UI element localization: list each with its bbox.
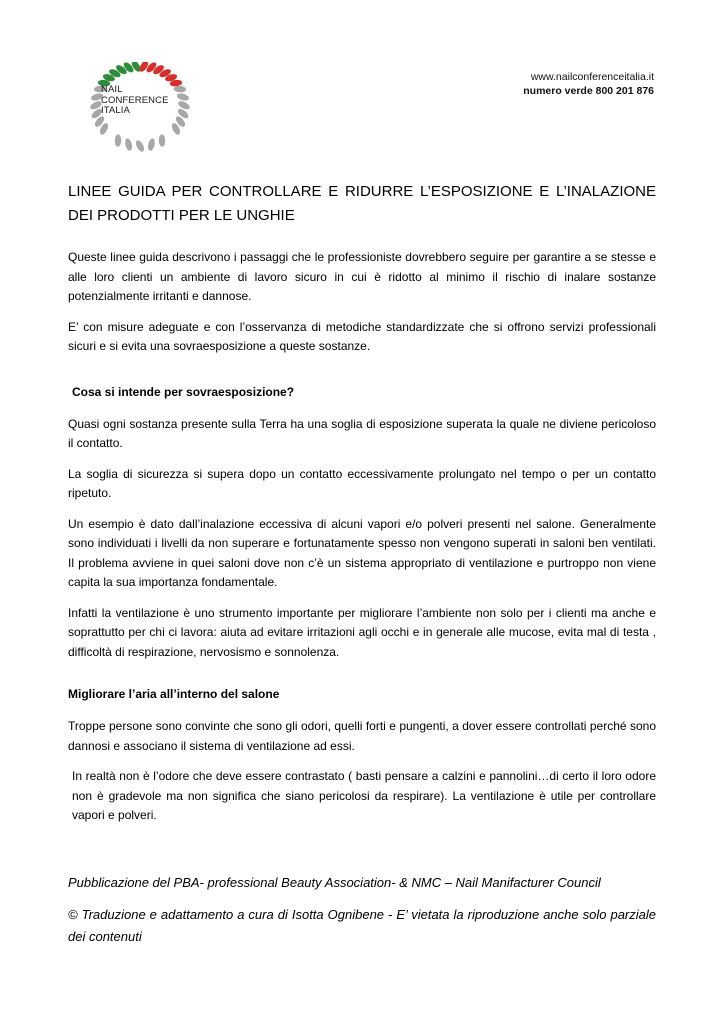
intro-paragraph: Queste linee guida descrivono i passaggi che le professioniste dovrebbero seguire per garantire a se stesse e alle loro clienti un ambiente di lavoro sicuro in cui è ridotto al minimo il rischio di inalare sostanze potenzialmente irritanti e dannose. xyxy=(68,250,656,303)
header-contact xyxy=(523,70,654,98)
intro-paragraph: E’ con misure adeguate e con l’osservanza di metodiche standardizzate che si offrono servizi professionali sicuri e si evita una sovraesposizione a queste sostanze. xyxy=(68,319,656,353)
website-link[interactable]: www.nailconferenceitalia.it xyxy=(530,71,654,83)
section2-paragraph: In realtà non è l’odore che deve essere contrastato ( basti pensare a calzini e pannolini…di certo il loro odore non è gradevole ma non significa che siano pericolosi da respirare). La ventilazione è utile per controllare vapori e polveri. xyxy=(72,769,656,822)
section1-paragraph: La soglia di sicurezza si supera dopo un contatto eccessivamente prolungato nel tempo o per un contatto ripetuto. xyxy=(68,466,656,500)
logo xyxy=(88,62,192,154)
logo-line-conference: CONFERENCE xyxy=(101,94,169,106)
translation-text: Traduzione e adattamento a cura di Isotta Ognibene - E’ vietata la riproduzione anche solo parziale dei contenuti xyxy=(68,906,656,944)
section1-paragraph: Infatti la ventilazione è uno strumento importante per migliorare l’ambiente non solo per i clienti ma anche e soprattutto per chi ci lavora: aiuta ad evitare irritazioni agli occhi e in generale alle mucose, evita mal di testa , difficoltà di respirazione, nervosismo e sonnolenza. xyxy=(68,605,656,659)
laurel-leaf-icon xyxy=(124,138,133,152)
logo-text xyxy=(101,85,169,117)
section-heading-overexposure: Cosa si intende per sovraesposizione? xyxy=(72,384,295,399)
laurel-leaf-icon xyxy=(174,86,187,93)
phone-number: numero verde 800 201 876 xyxy=(523,85,654,97)
logo-line-nail: NAIL xyxy=(101,84,123,95)
laurel-leaf-icon xyxy=(134,139,145,153)
document-body xyxy=(68,180,656,948)
section1-paragraph: Un esempio è dato dall’inalazione eccessiva di alcuni vapori e/o polveri presenti nel salone. Generalmente sono individuati i livelli da non superare e fortunatamente spesso non vengono superati in saloni ben ventilati. Il problema avviene in quei saloni dove non c’è un sistema appropriato di ventilazione e purtroppo non viene capita la sua importanza fondamentale. xyxy=(68,516,656,589)
section1-paragraph: Quasi ogni sostanza presente sulla Terra ha una soglia di esposizione superata la quale ne diviene pericoloso il contatto. xyxy=(68,416,656,450)
laurel-leaf-icon xyxy=(147,138,156,152)
laurel-leaf-icon xyxy=(159,134,166,147)
translation-note xyxy=(68,904,656,948)
page-title: LINEE GUIDA PER CONTROLLARE E RIDURRE L’ESPOSIZIONE E L’INALAZIONE DEI PRODOTTI PER LE UNGHIE xyxy=(68,183,656,224)
laurel-leaf-icon xyxy=(176,92,190,101)
laurel-leaf-icon xyxy=(115,134,122,147)
copyright-icon: © xyxy=(68,906,78,922)
publication-note: Pubblicazione del PBA- professional Beauty Association- & NMC – Nail Manifacturer Council xyxy=(68,874,601,890)
logo-line-italia: ITALIA xyxy=(101,105,130,116)
section2-paragraph: Troppe persone sono convinte che sono gli odori, quelli forti e pungenti, a dover essere controllati perché sono dannosi e associano il sistema di ventilazione ad essi. xyxy=(68,719,656,753)
section-heading-air-quality: Migliorare l’aria all’interno del salone xyxy=(68,687,280,701)
